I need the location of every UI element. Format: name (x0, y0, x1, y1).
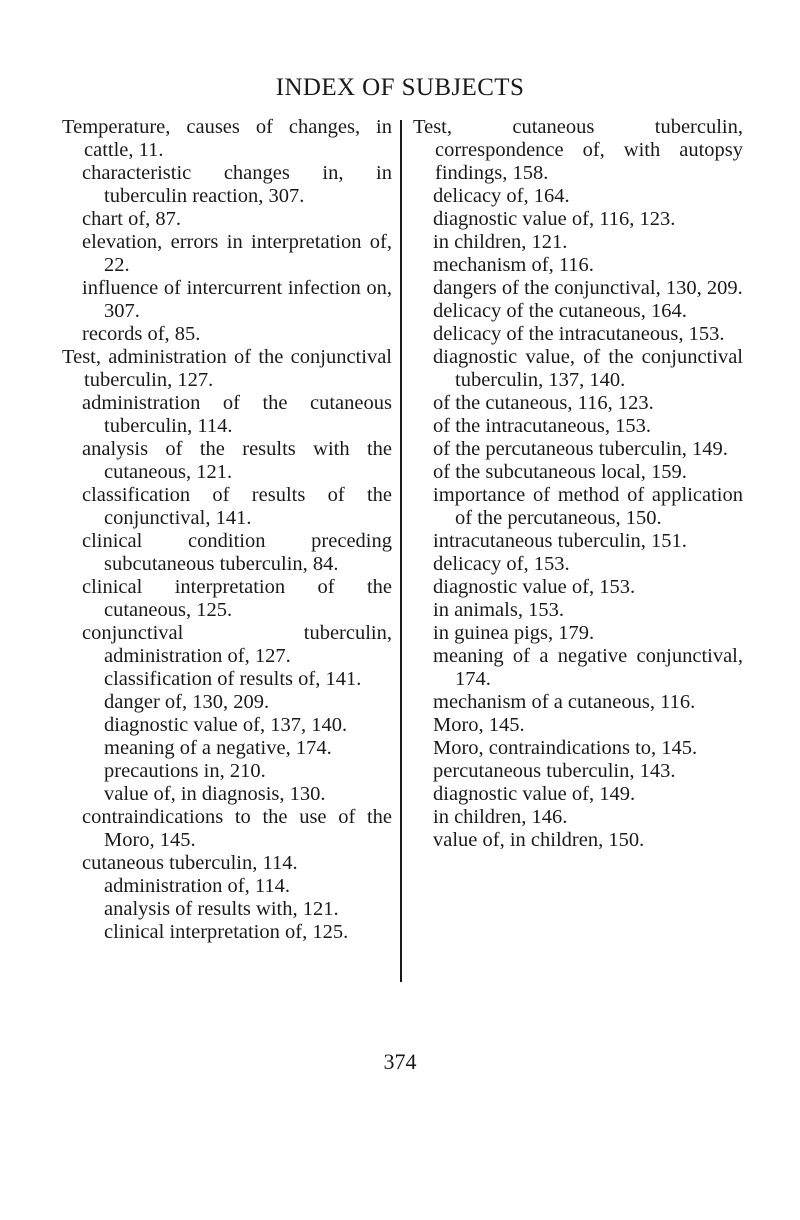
column-divider (400, 120, 402, 982)
index-entry: records of, 85. (82, 323, 201, 345)
index-entry: Temperature, causes of changes, in cattle, 11. (62, 116, 392, 161)
index-entry: diagnostic value of, 116, 123. (433, 208, 676, 230)
index-entry: mechanism of, 116. (433, 254, 594, 276)
index-entry: in animals, 153. (433, 599, 564, 621)
index-entry: Test, administration of the conjunctival tuberculin, 127. (62, 346, 392, 391)
index-entry: Moro, 145. (433, 714, 525, 736)
index-entry: contraindications to the use of the Moro, 145. (82, 806, 392, 851)
index-entry: of the intracutaneous, 153. (433, 415, 652, 437)
index-entry: classification of results of, 141. (104, 668, 362, 690)
index-entry: dangers of the conjunctival, 130, 209. (433, 277, 743, 299)
index-entry: diagnostic value of, 137, 140. (104, 714, 348, 736)
index-entry: value of, in children, 150. (433, 829, 645, 851)
index-entry: elevation, errors in interpretation of, 22. (82, 231, 392, 276)
index-entry: delicacy of, 164. (433, 185, 570, 207)
index-entry: administration of the cutaneous tuberculin, 114. (82, 392, 392, 437)
index-entry: analysis of the results with the cutaneous, 121. (82, 438, 392, 483)
index-entry: delicacy of the intracutaneous, 153. (433, 323, 725, 345)
index-entry: in guinea pigs, 179. (433, 622, 595, 644)
index-entry: analysis of results with, 121. (104, 898, 339, 920)
index-entry: Moro, contraindications to, 145. (433, 737, 698, 759)
index-entry: delicacy of, 153. (433, 553, 570, 575)
index-entry: classification of results of the conjunctival, 141. (82, 484, 392, 529)
index-entry: influence of intercurrent infection on, 307. (82, 277, 392, 322)
index-entry: diagnostic value, of the conjunctival tuberculin, 137, 140. (433, 346, 743, 391)
index-entry: danger of, 130, 209. (104, 691, 270, 713)
index-entry: of the cutaneous, 116, 123. (433, 392, 654, 414)
index-entry: of the percutaneous tuberculin, 149. (433, 438, 728, 460)
index-entry: delicacy of the cutaneous, 164. (433, 300, 687, 322)
index-entry: characteristic changes in, in tuberculin reaction, 307. (82, 162, 392, 207)
index-entry: clinical interpretation of the cutaneous, 125. (82, 576, 392, 621)
index-entry: clinical interpretation of, 125. (104, 921, 349, 943)
index-entry: mechanism of a cutaneous, 116. (433, 691, 696, 713)
index-entry: cutaneous tuberculin, 114. (82, 852, 298, 874)
index-entry: percutaneous tuberculin, 143. (433, 760, 676, 782)
index-entry: conjunctival tuberculin, administration of, 127. (82, 622, 392, 667)
index-entry: diagnostic value of, 153. (433, 576, 636, 598)
page-number: 374 (383, 1049, 417, 1074)
index-entry: of the subcutaneous local, 159. (433, 461, 687, 483)
index-entry: meaning of a negative, 174. (104, 737, 332, 759)
index-entry: Test, cutaneous tuberculin, correspondence of, with autopsy findings, 158. (413, 116, 743, 184)
index-entry: intracutaneous tuberculin, 151. (433, 530, 687, 552)
index-entry: clinical condition preceding subcutaneous tuberculin, 84. (82, 530, 392, 575)
index-entry: meaning of a negative conjunctival, 174. (433, 645, 743, 690)
left-column (62, 116, 392, 944)
index-entry: chart of, 87. (82, 208, 182, 230)
index-entry: importance of method of application of the percutaneous, 150. (433, 484, 743, 529)
index-entry: in children, 146. (433, 806, 568, 828)
right-column (413, 116, 743, 852)
index-entry: diagnostic value of, 149. (433, 783, 636, 805)
index-entry: administration of, 114. (104, 875, 290, 897)
index-entry: in children, 121. (433, 231, 568, 253)
page-title: INDEX OF SUBJECTS (275, 74, 525, 101)
index-entry: precautions in, 210. (104, 760, 266, 782)
index-entry: value of, in diagnosis, 130. (104, 783, 326, 805)
